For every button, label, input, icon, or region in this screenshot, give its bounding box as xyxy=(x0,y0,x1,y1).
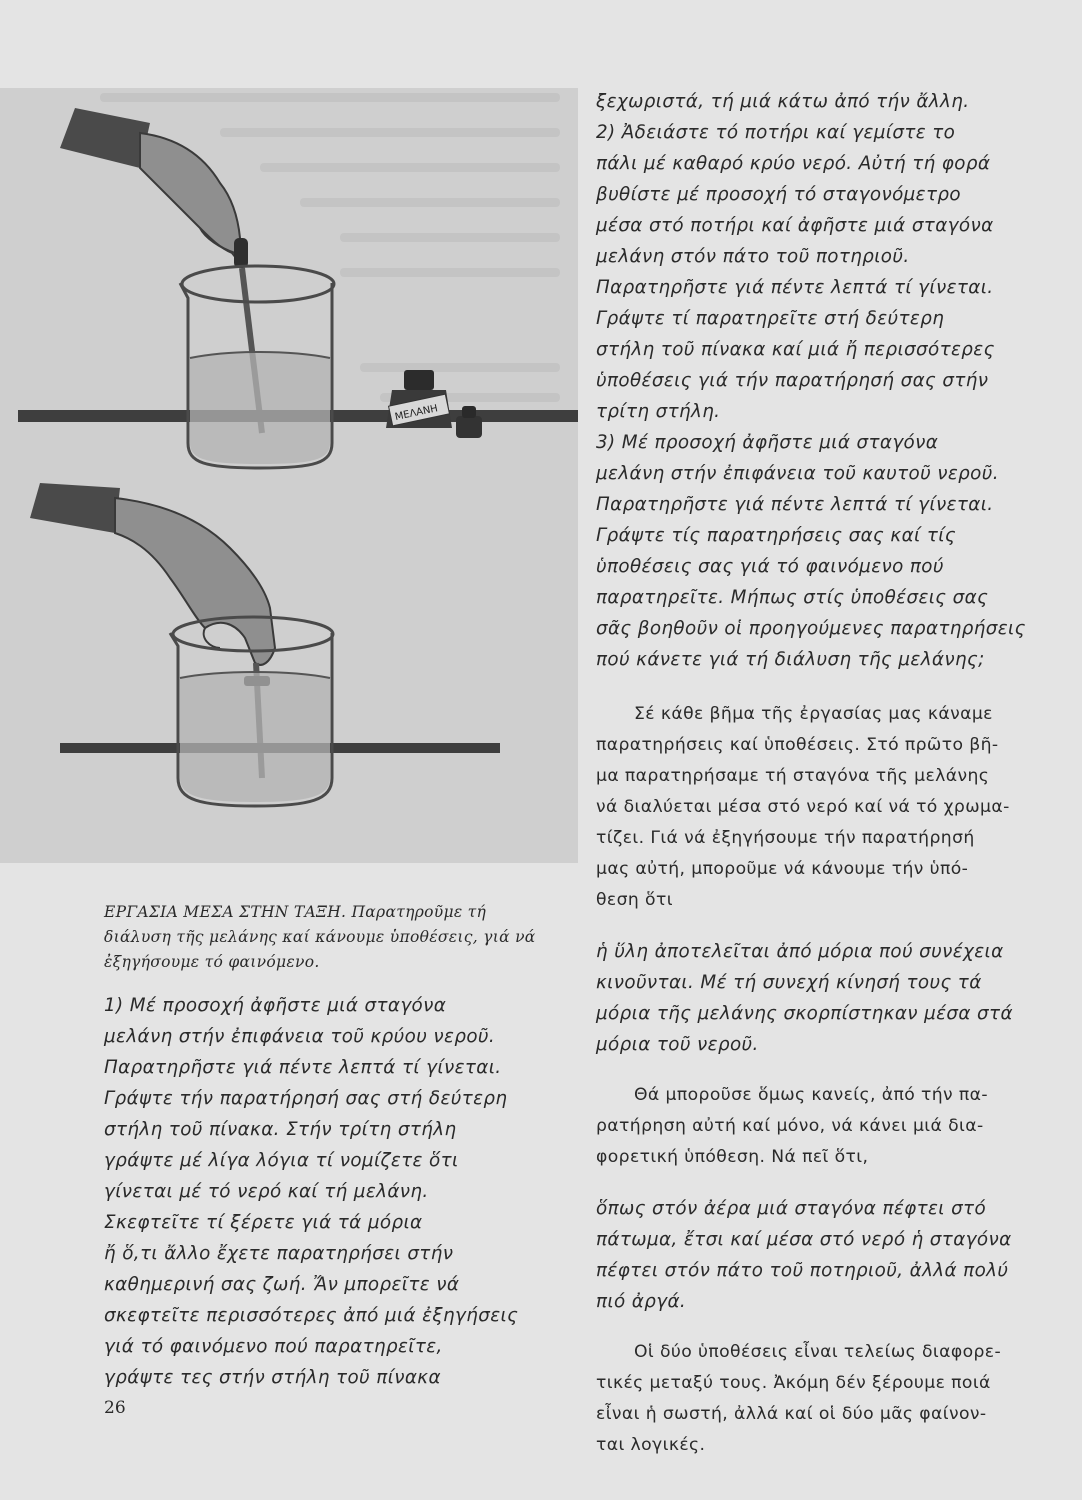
text-line: μελάνη στήν ἐπιφάνεια τοῦ κρύου νεροῦ. xyxy=(104,1026,496,1047)
text-line: 3) Μέ προσοχή ἀφῆστε μιά σταγόνα xyxy=(596,432,939,453)
alternative-paragraph xyxy=(596,1080,1046,1173)
step-1-instructions xyxy=(104,990,574,1393)
step-3-instructions xyxy=(596,427,1046,675)
text-line: βυθίστε μέ προσοχή τό σταγονόμετρο xyxy=(596,184,961,205)
text-line: κινοῦνται. Μέ τή συνεχή κίνησή τους τά xyxy=(596,972,982,993)
text-line: μόρια τοῦ νεροῦ. xyxy=(596,1034,759,1055)
text-line: πιό ἀργά. xyxy=(596,1291,687,1312)
text-line: ὅπως στόν ἀέρα μιά σταγόνα πέφτει στό xyxy=(596,1198,987,1219)
hypothesis-2 xyxy=(596,1193,1046,1317)
text-line: φορετική ὑπόθεση. Νά πεῖ ὅτι, xyxy=(596,1147,869,1167)
caption-line: ΕΡΓΑΣΙΑ ΜΕΣΑ ΣΤΗΝ ΤΑΞΗ. Παρατηροῦμε τή xyxy=(104,903,487,921)
text-line: γράψτε τες στήν στήλη τοῦ πίνακα xyxy=(104,1367,441,1388)
text-line: ὑποθέσεις γιά τήν παρατήρησή σας στήν xyxy=(596,370,989,391)
text-line: ται λογικές. xyxy=(596,1435,706,1455)
text-line: νά διαλύεται μέσα στό νερό καί νά τό χρωμα- xyxy=(596,797,1010,817)
text-line: σκεφτεῖτε περισσότερες ἀπό μιά ἐξηγήσεις xyxy=(104,1305,519,1326)
text-line: Γράψτε τήν παρατήρησή σας στή δεύτερη xyxy=(104,1088,508,1109)
figure-caption xyxy=(104,900,574,975)
text-line: στήλη τοῦ πίνακα. Στήν τρίτη στήλη xyxy=(104,1119,457,1140)
observations-paragraph xyxy=(596,699,1046,916)
text-line: εἶναι ἡ σωστή, ἀλλά καί οἱ δύο μᾶς φαίνον- xyxy=(596,1404,987,1424)
text-line: καθημερινή σας ζωή. Ἄν μπορεῖτε νά xyxy=(104,1274,460,1295)
text-line: Σκεφτεῖτε τί ξέρετε γιά τά μόρια xyxy=(104,1212,423,1233)
caption-line: ἐξηγήσουμε τό φαινόμενο. xyxy=(104,953,320,971)
text-line: ὑποθέσεις σας γιά τό φαινόμενο πού xyxy=(596,556,944,577)
page-number: 26 xyxy=(104,1398,126,1418)
ink-bottle-illustration xyxy=(386,370,482,438)
right-column xyxy=(596,86,1046,1461)
text-line: τικές μεταξύ τους. Ἀκόμη δέν ξέρουμε ποιά xyxy=(596,1373,991,1393)
text-line: θεση ὅτι xyxy=(596,890,673,910)
text-line: 2) Ἀδειάστε τό ποτήρι καί γεμίστε το xyxy=(596,122,956,143)
step-1-text xyxy=(104,990,574,1393)
text-line: Γράψτε τίς παρατηρήσεις σας καί τίς xyxy=(596,525,956,546)
ink-bottle-label: ΜΕΛΑΝΗ xyxy=(393,403,439,424)
text-line: Οἱ δύο ὑποθέσεις εἶναι τελείως διαφορε- xyxy=(634,1342,1002,1362)
text-line: παρατηρήσεις καί ὑποθέσεις. Στό πρῶτο βῆ- xyxy=(596,735,999,755)
caption-line: διάλυση τῆς μελάνης καί κάνουμε ὑποθέσεις, γιά νά xyxy=(104,928,536,946)
text-line: πού κάνετε γιά τή διάλυση τῆς μελάνης; xyxy=(596,649,985,670)
text-line: ἡ ὕλη ἀποτελεῖται ἀπό μόρια πού συνέχεια xyxy=(596,941,1004,962)
text-line: ἤ ὅ,τι ἄλλο ἔχετε παρατηρήσει στήν xyxy=(104,1243,454,1264)
text-line: σᾶς βοηθοῦν οἱ προηγούμενες παρατηρήσεις xyxy=(596,618,1026,639)
text-line: Θά μποροῦσε ὅμως κανείς, ἀπό τήν πα- xyxy=(634,1085,988,1105)
text-line: ξεχωριστά, τή μιά κάτω ἀπό τήν ἄλλη. xyxy=(596,91,970,112)
text-line: Γράψτε τί παρατηρεῖτε στή δεύτερη xyxy=(596,308,945,329)
text-line: πάλι μέ καθαρό κρύο νερό. Αὐτή τή φορά xyxy=(596,153,991,174)
text-line: γράψτε μέ λίγα λόγια τί νομίζετε ὅτι xyxy=(104,1150,459,1171)
text-line: μέσα στό ποτήρι καί ἀφῆστε μιά σταγόνα xyxy=(596,215,994,236)
text-line: μελάνη στόν πάτο τοῦ ποτηριοῦ. xyxy=(596,246,910,267)
hypothesis-1 xyxy=(596,936,1046,1060)
text-line: 1) Μέ προσοχή ἀφῆστε μιά σταγόνα xyxy=(104,995,447,1016)
text-line: Παρατηρῆστε γιά πέντε λεπτά τί γίνεται. xyxy=(596,277,994,298)
text-line: ρατήρηση αὐτή καί μόνο, νά κάνει μιά δια- xyxy=(596,1116,984,1136)
figure-svg xyxy=(0,88,578,863)
text-line: τίζει. Γιά νά ἐξηγήσουμε τήν παρατήρησή xyxy=(596,828,975,848)
text-line: πάτωμα, ἔτσι καί μέσα στό νερό ἡ σταγόνα xyxy=(596,1229,1012,1250)
step-2-instructions xyxy=(596,117,1046,427)
text-line: Παρατηρῆστε γιά πέντε λεπτά τί γίνεται. xyxy=(104,1057,502,1078)
text-line: Σέ κάθε βῆμα τῆς ἐργασίας μας κάναμε xyxy=(634,704,993,724)
text-line: στήλη τοῦ πίνακα καί μιά ἤ περισσότερες xyxy=(596,339,995,360)
text-line: γίνεται μέ τό νερό καί τή μελάνη. xyxy=(104,1181,429,1202)
text-line: πέφτει στόν πάτο τοῦ ποτηριοῦ, ἀλλά πολύ xyxy=(596,1260,1009,1281)
text-line: Παρατηρῆστε γιά πέντε λεπτά τί γίνεται. xyxy=(596,494,994,515)
text-line: μελάνη στήν ἐπιφάνεια τοῦ καυτοῦ νεροῦ. xyxy=(596,463,999,484)
text-line: μόρια τῆς μελάνης σκορπίστηκαν μέσα στά xyxy=(596,1003,1013,1024)
text-line: μας αὐτή, μποροῦμε νά κάνουμε τήν ὑπό- xyxy=(596,859,969,879)
conclusion-paragraph xyxy=(596,1337,1046,1461)
step-1-continued xyxy=(596,86,1046,117)
beaker-illustration xyxy=(60,617,500,806)
text-line: τρίτη στήλη. xyxy=(596,401,721,422)
text-line: μα παρατηρήσαμε τή σταγόνα τῆς μελάνης xyxy=(596,766,990,786)
text-line: γιά τό φαινόμενο πού παρατηρεῖτε, xyxy=(104,1336,443,1357)
figure-illustration xyxy=(0,88,578,863)
text-line: παρατηρεῖτε. Μήπως στίς ὑποθέσεις σας xyxy=(596,587,989,608)
